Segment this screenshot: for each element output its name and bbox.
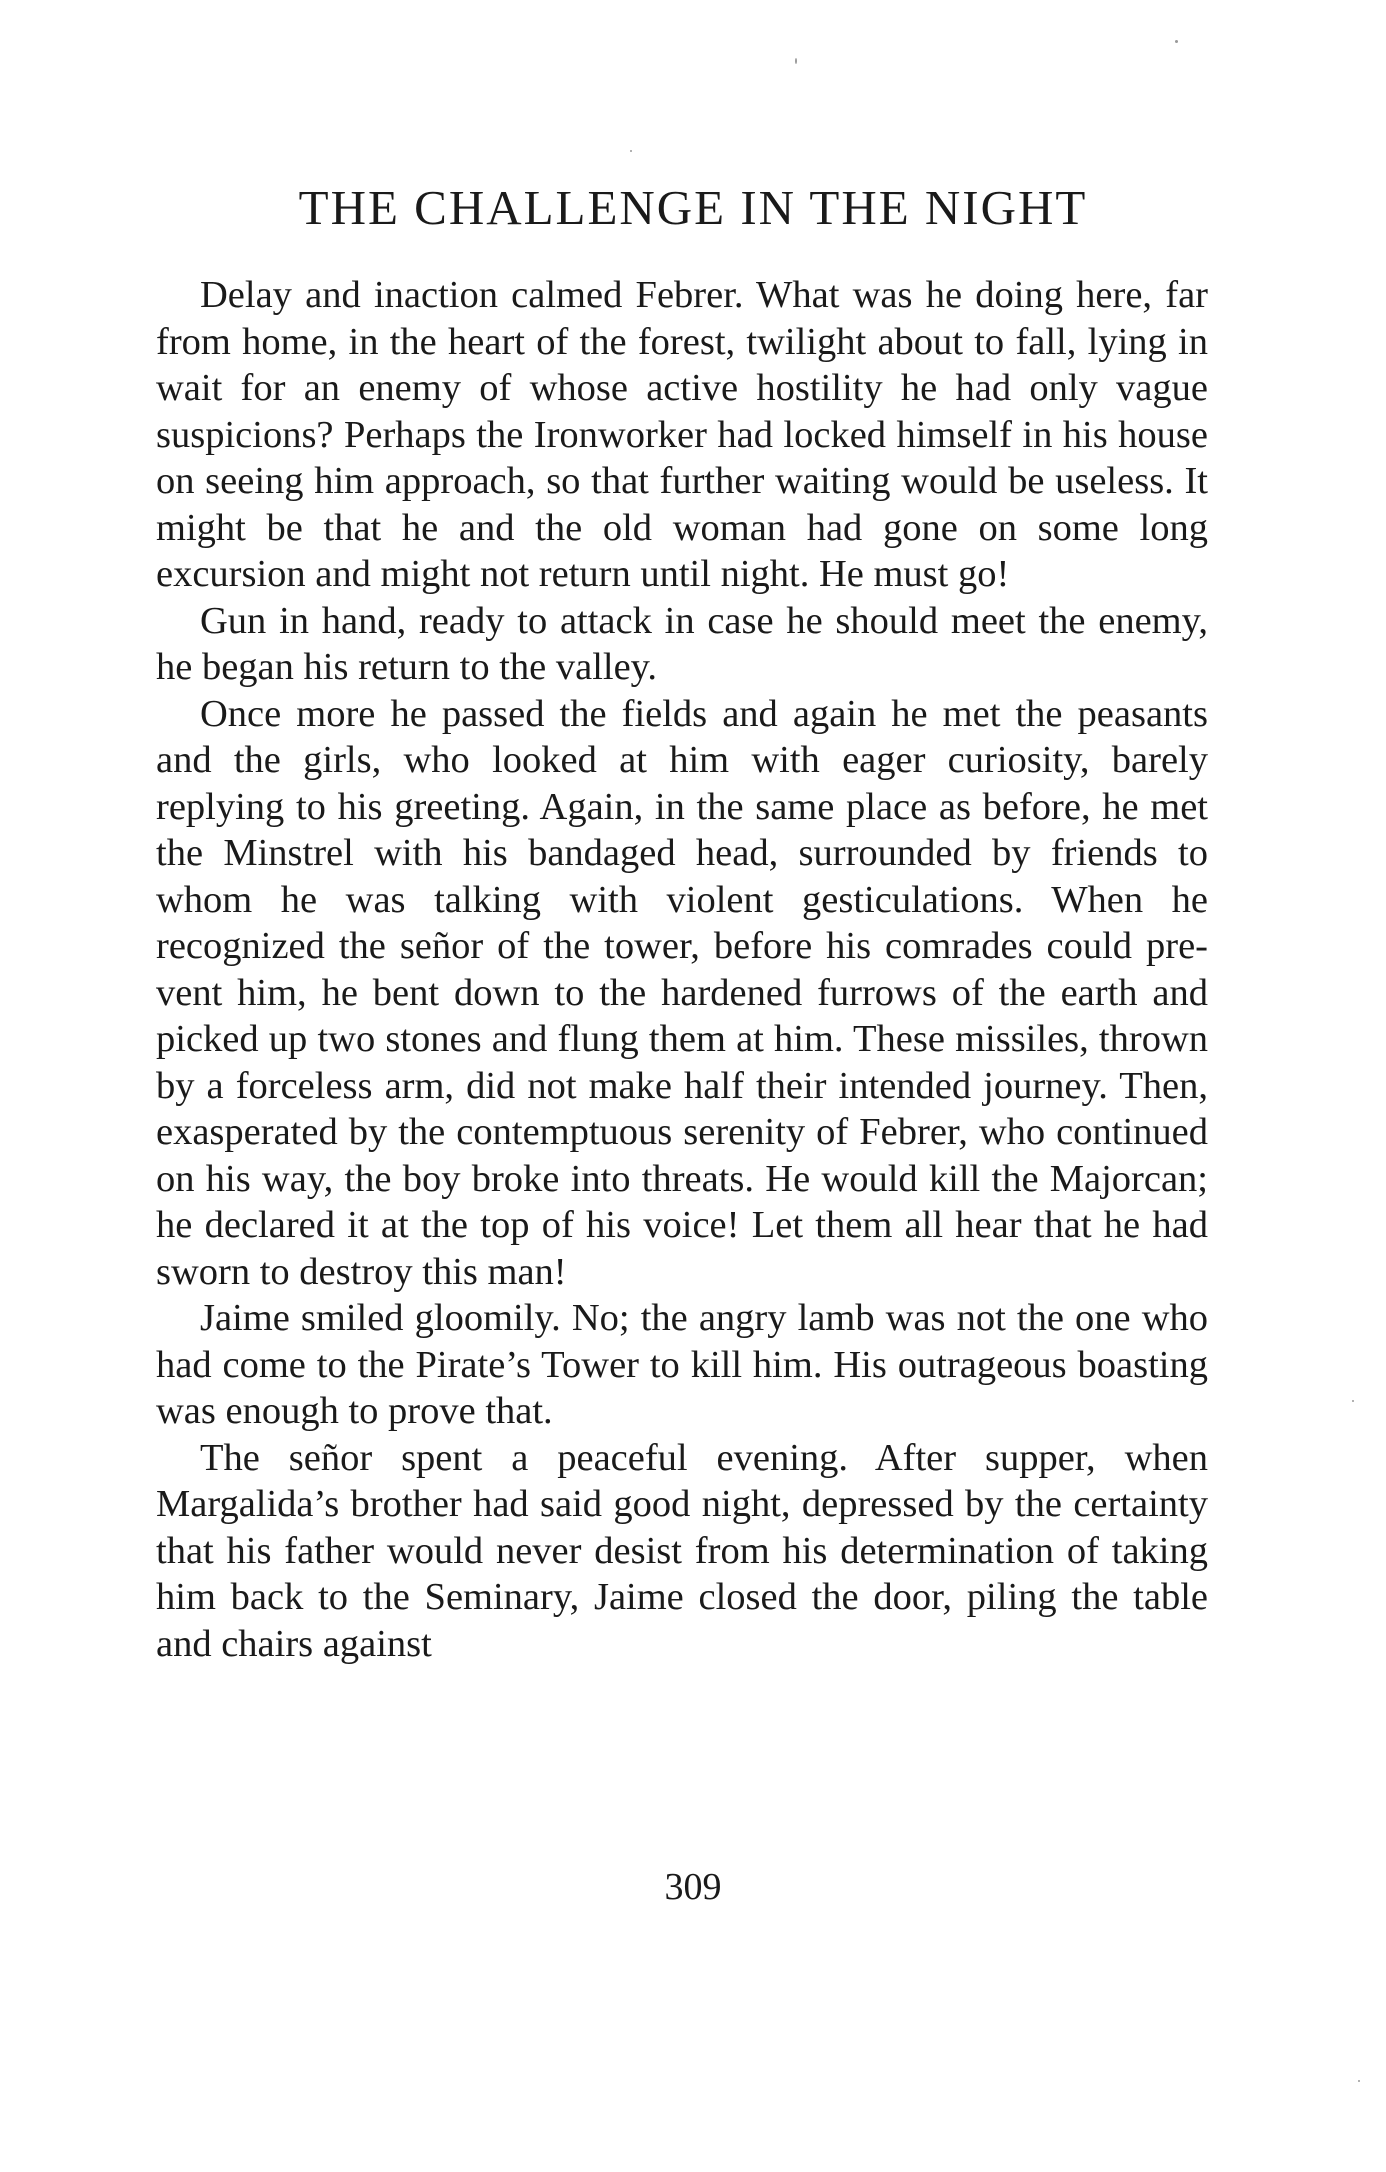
scan-speck [795, 58, 797, 64]
scan-speck [630, 150, 632, 152]
paragraph: Once more he passed the fields and again he met the peasants and the girls, who looked at him with eager curiosity, barely replying to his greeting. Again, in the same place as before, he met the Minstrel with his bandaged head, surrounded by friends to whom he was talking with violent gesticulations. When he recognized the señor of the tower, before his comrades could prevent him, he bent down to the hardened furrows of the earth and picked up two stones and flung them at him. These missiles, thrown by a forceless arm, did not make half their intended journey. Then, exasperated by the contemptuous serenity of Febrer, who continued on his way, the boy broke into threats. He would kill the Majorcan; he declared it at the top of his voice! Let them all hear that he had sworn to destroy this man! [156, 692, 1208, 1293]
scan-speck [1358, 2080, 1360, 2082]
page-number: 309 [664, 1866, 722, 1908]
running-head: THE CHALLENGE IN THE NIGHT [298, 180, 1088, 235]
paragraph: Jaime smiled gloomily. No; the angry lamb was not the one who had come to the Pirate’s Tower to kill him. His outrageous boasting was enough to prove that. [156, 1297, 1208, 1432]
body-text [156, 272, 1208, 1667]
scan-speck [1175, 40, 1178, 43]
paragraph: Delay and inaction calmed Febrer. What was he doing here, far from home, in the heart of the forest, twilight about to fall, lying in wait for an enemy of whose active hostility he had only vague suspicions? Perhaps the Ironworker had locked himself in his house on seeing him approach, so that further waiting would be useless. It might be that he and the old woman had gone on some long excursion and might not return until night. He must go! [156, 274, 1208, 595]
paragraph: The señor spent a peaceful evening. After supper, when Margalida’s brother had said good night, depressed by the certainty that his father would never desist from his determination of taking him back to the Seminary, Jaime closed the door, piling the table and chairs against [156, 1436, 1208, 1665]
scan-speck [1352, 1400, 1354, 1402]
paragraph: Gun in hand, ready to attack in case he should meet the enemy, he began his return to the valley. [156, 599, 1208, 688]
